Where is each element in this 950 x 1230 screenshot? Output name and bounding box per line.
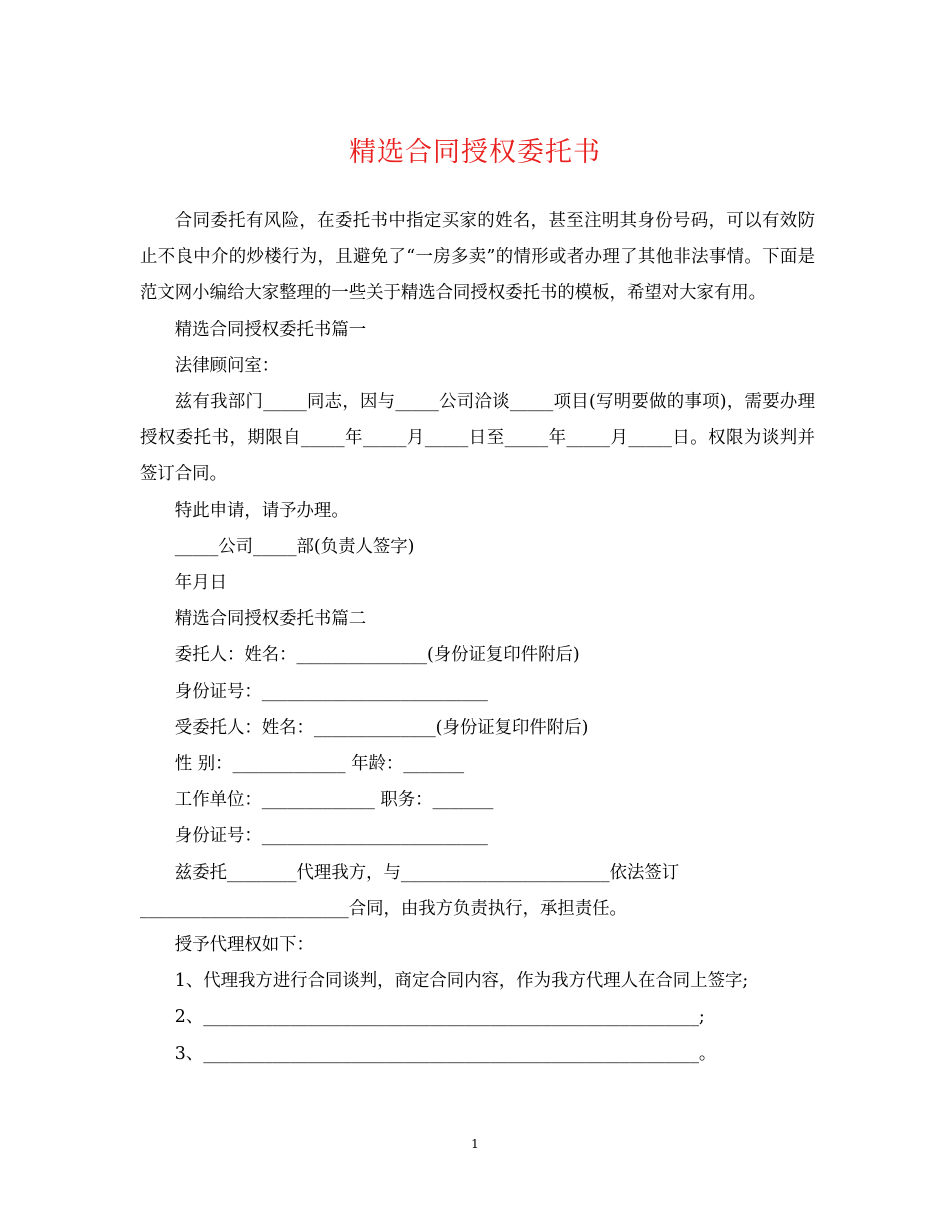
section1-date: 年月日	[174, 573, 227, 594]
section1-body: 兹有我部门_____同志，因与_____公司洽谈_____项目(写明要做的事项)，需要办理授权委托书，期限自_____年_____月_____日至_____年_____月_____日。权限为谈判并签订合同。	[140, 392, 815, 485]
intro-paragraph: 合同委托有风险，在委托书中指定买家的姓名，甚至注明其身份号码，可以有效防止不良中介的炒楼行为，且避免了“一房多卖”的情形或者办理了其他非法事情。下面是范文网小编给大家整理的一些关于精选合同授权委托书的模板，希望对大家有用。	[140, 211, 815, 304]
document-title: 精选合同授权委托书	[349, 137, 601, 168]
power-item-2: 2、_________________________________________________________;	[174, 1007, 705, 1028]
employer-position-line: 工作单位：_____________ 职务：_______	[174, 790, 494, 811]
document-body	[140, 203, 815, 1072]
gender-age-line: 性 别：_____________ 年龄：_______	[174, 754, 465, 775]
powers-heading: 授予代理权如下：	[174, 935, 314, 956]
agent-name-line: 受委托人：姓名：______________(身份证复印件附后)	[174, 717, 589, 738]
page-number: 1	[471, 1137, 479, 1151]
authorization-line-1: 兹委托________代理我方，与________________________依法签订	[174, 862, 680, 883]
power-item-3: 3、_________________________________________________________。	[174, 1043, 717, 1064]
section1-signature: _____公司_____部(负责人签字)	[174, 536, 415, 557]
principal-id-line: 身份证号：__________________________	[174, 681, 488, 702]
section2-heading: 精选合同授权委托书篇二	[174, 609, 367, 630]
power-item-1: 1、代理我方进行合同谈判，商定合同内容，作为我方代理人在合同上签字;	[174, 971, 749, 992]
section1-heading: 精选合同授权委托书篇一	[174, 319, 367, 340]
principal-name-line: 委托人：姓名：_______________(身份证复印件附后)	[174, 645, 580, 666]
authorization-line-2: ________________________合同，由我方负责执行，承担责任。	[140, 898, 627, 919]
section1-request: 特此申请，请予办理。	[174, 500, 349, 521]
agent-id-line: 身份证号：__________________________	[174, 826, 488, 847]
section1-addressee: 法律顾问室：	[174, 355, 280, 376]
